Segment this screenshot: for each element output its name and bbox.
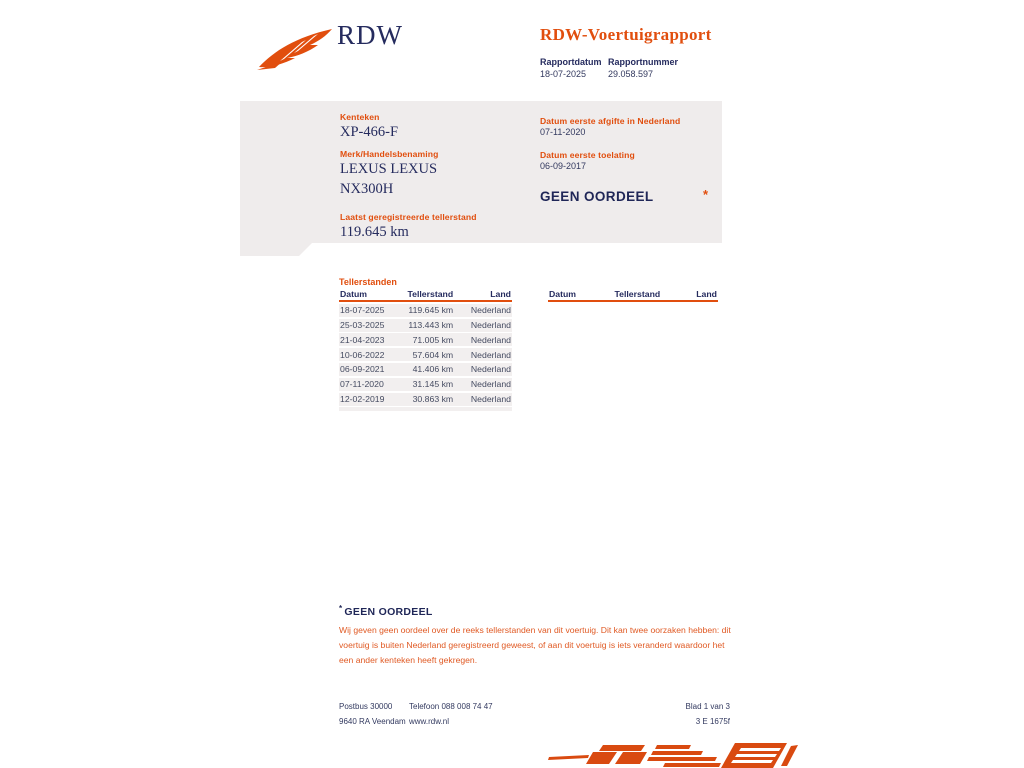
cell-land: Nederland: [470, 379, 511, 390]
footer-phone: Telefoon 088 008 74 47: [409, 702, 493, 711]
table-row: [339, 378, 512, 391]
vehicle-summary-panel: [240, 101, 722, 243]
table-row: [339, 393, 512, 406]
footer-address: [339, 699, 406, 729]
report-number-value: 29.058.597: [608, 69, 654, 79]
cell-tellerstand: 57.604 km: [412, 349, 454, 360]
report-number-label: Rapportnummer: [608, 57, 679, 67]
report-date-value: 18-07-2025: [540, 69, 587, 79]
cell-datum: 12-02-2019: [340, 394, 385, 405]
column-header-land: Land: [490, 289, 511, 299]
cell-datum: 10-06-2022: [340, 349, 385, 360]
toelating-label: Datum eerste toelating: [540, 150, 635, 160]
footer-address-line2: 9640 RA Veendam: [339, 717, 406, 726]
cell-land: Nederland: [470, 349, 511, 360]
merk-value-line2: NX300H: [340, 181, 394, 197]
cell-tellerstand: 71.005 km: [412, 334, 454, 345]
report-title: RDW-Voertuigrapport: [540, 25, 712, 44]
kenteken-label: Kenteken: [340, 112, 380, 122]
column-header-tellerstand: Tellerstand: [614, 289, 661, 299]
table-header-row: [339, 289, 512, 302]
footer-address-line1: Postbus 30000: [339, 702, 393, 711]
column-header-datum: Datum: [340, 289, 368, 299]
table-row: [339, 319, 512, 332]
column-header-datum: Datum: [549, 289, 577, 299]
cell-land: Nederland: [470, 364, 511, 375]
footer-contact: [409, 699, 493, 729]
cell-datum: 18-07-2025: [340, 305, 385, 316]
rdw-wing-stripes-graphic: [545, 740, 798, 768]
footnote-heading: [339, 604, 734, 618]
rdw-wing-logo-icon: [256, 27, 334, 71]
tellerstanden-heading: Tellerstanden: [339, 277, 397, 287]
table-bottom-strip: [339, 407, 512, 411]
cell-tellerstand: 31.145 km: [412, 379, 454, 390]
cell-tellerstand: 113.443 km: [408, 320, 454, 331]
footnote-asterisk: *: [339, 604, 343, 613]
oordeel-asterisk: *: [703, 187, 709, 202]
tellerstand-value: 119.645 km: [340, 224, 409, 240]
tellerstanden-table-left: [339, 289, 512, 411]
cell-land: Nederland: [470, 394, 511, 405]
footer-form-code: 3 E 1675f: [695, 717, 730, 726]
table-row: [339, 348, 512, 361]
footer-page-number: Blad 1 van 3: [685, 702, 730, 711]
kenteken-value: XP-466-F: [340, 124, 399, 140]
toelating-value: 06-09-2017: [540, 161, 587, 171]
table-header-row: [548, 289, 718, 302]
afgifte-label: Datum eerste afgifte in Nederland: [540, 116, 681, 126]
cell-datum: 25-03-2025: [340, 320, 385, 331]
table-row: [339, 363, 512, 376]
logo-text: RDW: [337, 20, 403, 50]
column-header-tellerstand: Tellerstand: [407, 289, 454, 299]
cell-land: Nederland: [470, 334, 511, 345]
cell-datum: 21-04-2023: [340, 334, 385, 345]
cell-tellerstand: 41.406 km: [412, 364, 454, 375]
tellerstanden-table-right: [548, 289, 718, 302]
cell-tellerstand: 119.645 km: [408, 305, 454, 316]
table-row: [339, 304, 512, 317]
footer-page-block: [620, 699, 730, 729]
footnote-body: Wij geven geen oordeel over de reeks tellerstanden van dit voertuig. Dit kan twee oorzaken hebben: dit voertuig is buiten Nederland geregistreerd geweest, of aan dit voertuig is iets veranderd waardoor het een ander kenteken heeft gekregen.: [339, 625, 731, 665]
cell-datum: 06-09-2021: [340, 364, 385, 375]
column-header-land: Land: [696, 289, 717, 299]
merk-label: Merk/Handelsbenaming: [340, 149, 439, 159]
cell-land: Nederland: [470, 320, 511, 331]
tellerstand-label: Laatst geregistreerde tellerstand: [340, 212, 477, 222]
footer-website: www.rdw.nl: [409, 717, 450, 726]
cell-tellerstand: 30.863 km: [412, 394, 454, 405]
footnote-block: [339, 604, 734, 668]
report-date-label: Rapportdatum: [540, 57, 602, 67]
footnote-heading-text: GEEN OORDEEL: [344, 606, 433, 618]
merk-value-line1: LEXUS LEXUS: [340, 161, 438, 177]
table-row: [339, 333, 512, 346]
afgifte-value: 07-11-2020: [540, 127, 586, 137]
cell-land: Nederland: [470, 305, 511, 316]
cell-datum: 07-11-2020: [340, 379, 384, 390]
oordeel-value: GEEN OORDEEL: [540, 189, 654, 204]
